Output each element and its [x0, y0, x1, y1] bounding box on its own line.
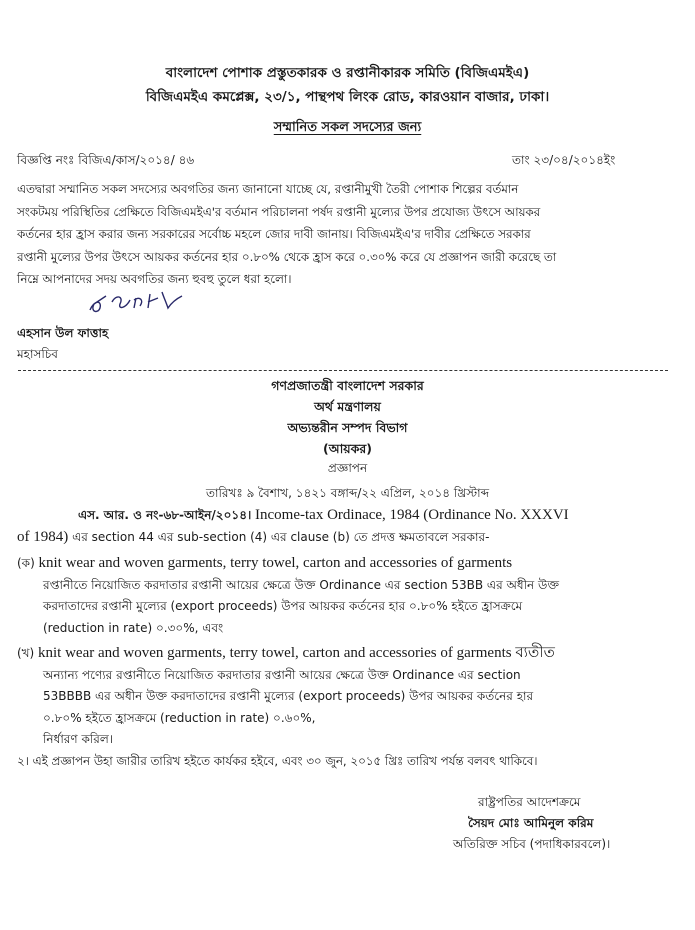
notice-number: বিজ্ঞপ্তি নংঃ বিজিএ/কাস/২০১৪/ ৪৬ [17, 153, 195, 167]
clause-line: অন্যান্য পণ্যের রপ্তানীতে নিয়োজিত করদাতার রপ্তানী আয়ের ক্ষেত্রে উক্ত Ordinance এর section [43, 667, 521, 682]
body-line: সংকটময় পরিস্থিতির প্রেক্ষিতে বিজিএমইএ'র বর্তমান পরিচালনা পর্ষদ রপ্তানী মুল্যের উপর প্রযোজ্য উৎসে আয়কর [17, 204, 541, 219]
body-line: এতদ্বারা সম্মানিত সকল সদস্যের অবগতির জন্য জানানো যাচ্ছে যে, রপ্তানীমুখী তৈরী পোশাক শিল্পের বর্তমান [17, 182, 519, 196]
doc-type: প্রজ্ঞাপন [327, 461, 368, 475]
clause-marker: (খ) [17, 646, 35, 660]
clause-line: (reduction in rate) ০.৩০%, এবং [43, 620, 224, 635]
notice-body [17, 178, 677, 291]
gazette-intro-line2 [17, 529, 489, 549]
ordinance-text: Income-tax Ordinace, 1984 (Ordinance No. XXXVI [251, 507, 569, 523]
officer-name: সৈয়দ মোঃ আমিনুল করিম [468, 816, 594, 830]
handwritten-signature [84, 282, 204, 322]
signatory-title: মহাসচিব [17, 347, 58, 361]
clause-line: রপ্তানীতে নিয়োজিত করদাতার রপ্তানী আয়ের ক্ষেত্রে উক্ত Ordinance এর section 53BB এর অধীন উক্ত [43, 577, 560, 592]
clause-line: knit wear and woven garments, terry towel, carton and accessories of garments [34, 555, 513, 571]
government-name: গণপ্রজাতন্ত্রী বাংলাদেশ সরকার [271, 378, 424, 393]
division-name: অভ্যন্তরীন সম্পদ বিভাগ [287, 420, 408, 435]
notice-date: তাং ২৩/০৪/২০১৪ইং [512, 153, 616, 167]
body-line: নিম্নে আপনাদের সদয় অবগতির জন্য হুবহু তুলে ধরা হলো। [17, 272, 292, 286]
body-line: কর্তনের হার হ্রাস করার জন্য সরকারের সর্বোচ্চ মহলে জোর দাবী জানায়। বিজিএমইএ'র দাবীর প্রেক্ষিতে সরকার [17, 227, 531, 241]
subject-heading: সম্মানিত সকল সদস্যের জন্য [273, 120, 422, 135]
org-name: বাংলাদেশ পোশাক প্রস্তুতকারক ও রপ্তানীকারক সমিতি (বিজিএমইএ) [165, 65, 530, 81]
clause-line: knit wear and woven garments, terry towel, carton and accessories of garments ব্যতীত [34, 645, 555, 661]
signatory-name: এহসান উল ফাত্তাহ [17, 326, 109, 340]
ordinance-year: of 1984) [17, 529, 69, 545]
org-address: বিজিএমইএ কমপ্লেক্স, ২৩/১, পান্থপথ লিংক রোড, কারওয়ান বাজার, ঢাকা। [145, 89, 550, 105]
gazette-intro-line1 [78, 507, 569, 527]
clause-ka [17, 553, 677, 639]
clause-marker: (ক) [17, 556, 35, 570]
officer-title: অতিরিক্ত সচিব (পদাধিকারবলে)। [453, 837, 611, 851]
clause-line: ০.৮০% হইতে হ্রাসক্রমে (reduction in rate) ০.৬০%, [43, 710, 316, 725]
divider [18, 370, 668, 371]
clause-2: ২। এই প্রজ্ঞাপন উহা জারীর তারিখ হইতে কার্যকর হইবে, এবং ৩০ জুন, ২০১৫ খ্রিঃ তারিখ পর্যন্ত বলবৎ থাকিবে। [17, 754, 538, 768]
wing-name: (আয়কর) [323, 441, 372, 456]
clause-kha [17, 643, 677, 751]
clause-line: করদাতাদের রপ্তানী মুল্যের (export proceeds) উপর আয়কর কর্তনের হার ০.৮০% হইতে হ্রাসক্রমে [43, 599, 523, 613]
presidential-order: রাষ্ট্রপতির আদেশক্রমে [478, 795, 581, 809]
ministry-name: অর্থ মন্ত্রণালয় [314, 399, 381, 414]
gazette-date: তারিখঃ ৯ বৈশাখ, ১৪২১ বঙ্গাব্দ/২২ এপ্রিল, ২০১৪ খ্রিস্টাব্দ [205, 486, 490, 500]
clause-line: 53BBBB এর অধীন উক্ত করদাতাদের রপ্তানী মুল্যের (export proceeds) উপর আয়কর কর্তনের হার [43, 689, 534, 703]
section-reference: এর section 44 এর sub-section (4) এর clause (b) তে প্রদত্ত ক্ষমতাবলে সরকার- [68, 530, 490, 544]
body-line: রপ্তানী মুল্যের উপর উৎসে আয়কর কর্তনের হার ০.৮০% থেকে হ্রাস করে ০.৩০% করে যে প্রজ্ঞাপন জারী করেছে তা [17, 249, 557, 264]
sro-reference: এস. আর. ও নং-৬৮-আইন/২০১৪। [78, 508, 252, 522]
clause-line: নির্ধারণ করিল। [43, 732, 114, 746]
